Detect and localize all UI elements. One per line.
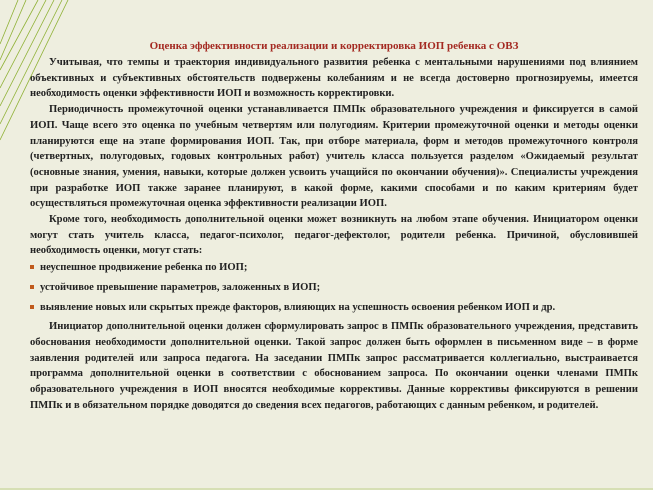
slide-content xyxy=(30,40,638,413)
paragraph-initiator: Инициатор дополнительной оценки должен сформулировать запрос в ПМПк образовательного учреждения, представить обоснования необходимости дополнительной оценки. Такой запрос должен быть оформлен в письменном виде – в форме заявления родителей или запроса педагога. На заседании ПМПк запрос рассматривается коллегиально, выстраивается программа дополнительной оценки в соответствии с обоснованием запроса. По окончании оценки членами ПМПк образовательного учреждения в ИОП вносятся необходимые коррективы. Данные коррективы фиксируются в решении ПМПк и в обязательном порядке доводятся до сведения всех педагогов, работающих с данным ребенком, и родителей. xyxy=(30,321,638,411)
square-bullet-icon xyxy=(30,305,34,309)
slide-title: Оценка эффективности реализации и корректировка ИОП ребенка с ОВЗ xyxy=(149,40,519,52)
bottom-decoration xyxy=(0,476,653,490)
list-item-text: устойчивое превышение параметров, заложенных в ИОП; xyxy=(40,281,321,293)
list-item xyxy=(30,280,638,296)
reasons-list xyxy=(30,260,638,315)
list-item-text: выявление новых или скрытых прежде факторов, влияющих на успешность освоения ребенком ИОП и др. xyxy=(40,301,556,313)
square-bullet-icon xyxy=(30,285,34,289)
list-item xyxy=(30,260,638,276)
paragraph-periodicity: Периодичность промежуточной оценки устанавливается ПМПк образовательного учреждения и фиксируется в самой ИОП. Чаще всего это оценка по учебным четвертям или полугодиям. Критерии промежуточной оценки и методы оценки планируются еще на этапе формирования ИОП. Так, при отборе материала, форм и методов промежуточного контроля (четвертных, полугодовых, годовых контрольных работ) учитель класса пользуется разделом «Ожидаемый результат (основные знания, умения, навыки, которые должен усвоить учащийся по окончании обучения)». Специалисты учреждения при разработке ИОП также заранее планируют, в какой форме, какими способами и по каким критериям будет осуществляться промежуточная оценка эффективности реализации ИОП. xyxy=(30,104,638,210)
list-item-text: неуспешное продвижение ребенка по ИОП; xyxy=(40,262,248,274)
paragraph-additional-assessment: Кроме того, необходимость дополнительной оценки может возникнуть на любом этапе обучения. Инициатором оценки могут стать учитель класса, педагог-психолог, педагог-дефектолог, родители ребенка. Причиной, обусловившей необходимость оценки, могут стать: xyxy=(30,214,638,257)
list-item xyxy=(30,300,638,316)
paragraph-intro: Учитывая, что темпы и траектория индивидуального развития ребенка с ментальными нарушениями под влиянием объективных и субъективных обстоятельств подвержены колебаниям и не всегда достоверно прогнозируемы, имеется необходимость оценки эффективности ИОП и возможность корректировки. xyxy=(30,57,638,100)
square-bullet-icon xyxy=(30,265,34,269)
